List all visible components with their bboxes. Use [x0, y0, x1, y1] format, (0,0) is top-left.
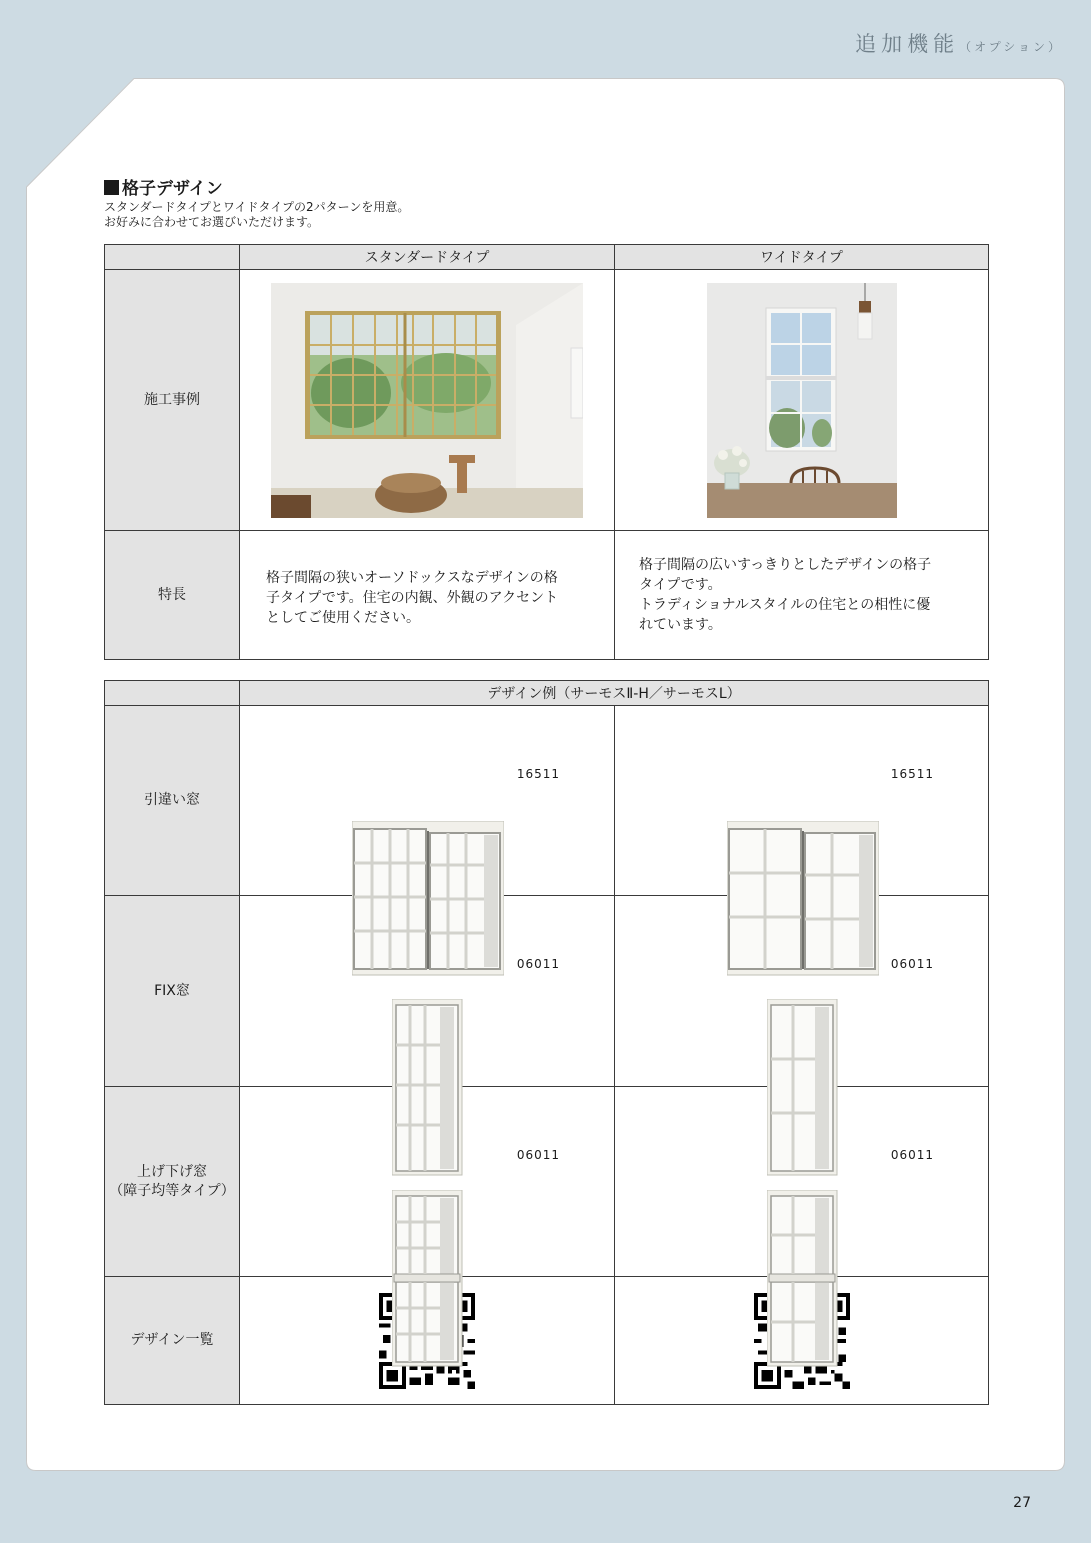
- column-header-wide: ワイドタイプ: [615, 245, 989, 270]
- double-hung-window-wide-image: [767, 1190, 839, 1368]
- type-comparison-table: [104, 244, 989, 660]
- feature-text-standard: 格子間隔の狭いオーソドックスなデザインの格 子タイプです。住宅の内観、外観のアクセント としてご使用ください。: [266, 570, 559, 626]
- fix-window-wide-image: [767, 999, 839, 1177]
- sliding-window-wide-image: [727, 821, 879, 977]
- row-header-design-list: デザイン一覧: [105, 1277, 240, 1405]
- section-title: 格子デザイン: [104, 174, 223, 199]
- section-intro: スタンダードタイプとワイドタイプの2パターンを用意。 お好みに合わせてお選びいただけます。: [104, 200, 410, 229]
- design-example-table: [104, 680, 989, 1405]
- row-header-sliding: 引違い窓: [105, 706, 240, 896]
- product-code: 16511: [890, 766, 935, 781]
- column-header-standard: スタンダードタイプ: [240, 245, 615, 270]
- square-bullet-icon: [104, 180, 119, 195]
- product-code: 16511: [516, 766, 560, 781]
- standard-room-photo: [271, 283, 583, 518]
- product-code: 06011: [516, 1147, 560, 1162]
- fix-window-standard-image: [392, 999, 464, 1177]
- row-header-double-hung: 上げ下げ窓 （障子均等タイプ）: [105, 1087, 240, 1277]
- page-header-title: 追加機能（オプション）: [855, 32, 1063, 56]
- feature-text-wide: 格子間隔の広いすっきりとしたデザインの格子 タイプです。 トラディショナルスタイルの住宅との相性に優 れています。: [639, 557, 932, 633]
- row-header-fix: FIX窓: [105, 896, 240, 1087]
- row-header-example: 施工事例: [105, 270, 240, 531]
- double-hung-window-standard-image: [392, 1190, 464, 1368]
- product-code: 06011: [890, 957, 935, 971]
- product-code: 06011: [890, 1147, 935, 1162]
- sliding-window-standard-image: [352, 821, 504, 977]
- wide-room-photo: [707, 283, 897, 518]
- column-header-design-example: デザイン例（サーモスⅡ-H／サーモスL）: [240, 681, 989, 706]
- product-code: 06011: [516, 957, 560, 971]
- page-number: 27: [1013, 1495, 1031, 1511]
- row-header-feature: 特長: [105, 531, 240, 660]
